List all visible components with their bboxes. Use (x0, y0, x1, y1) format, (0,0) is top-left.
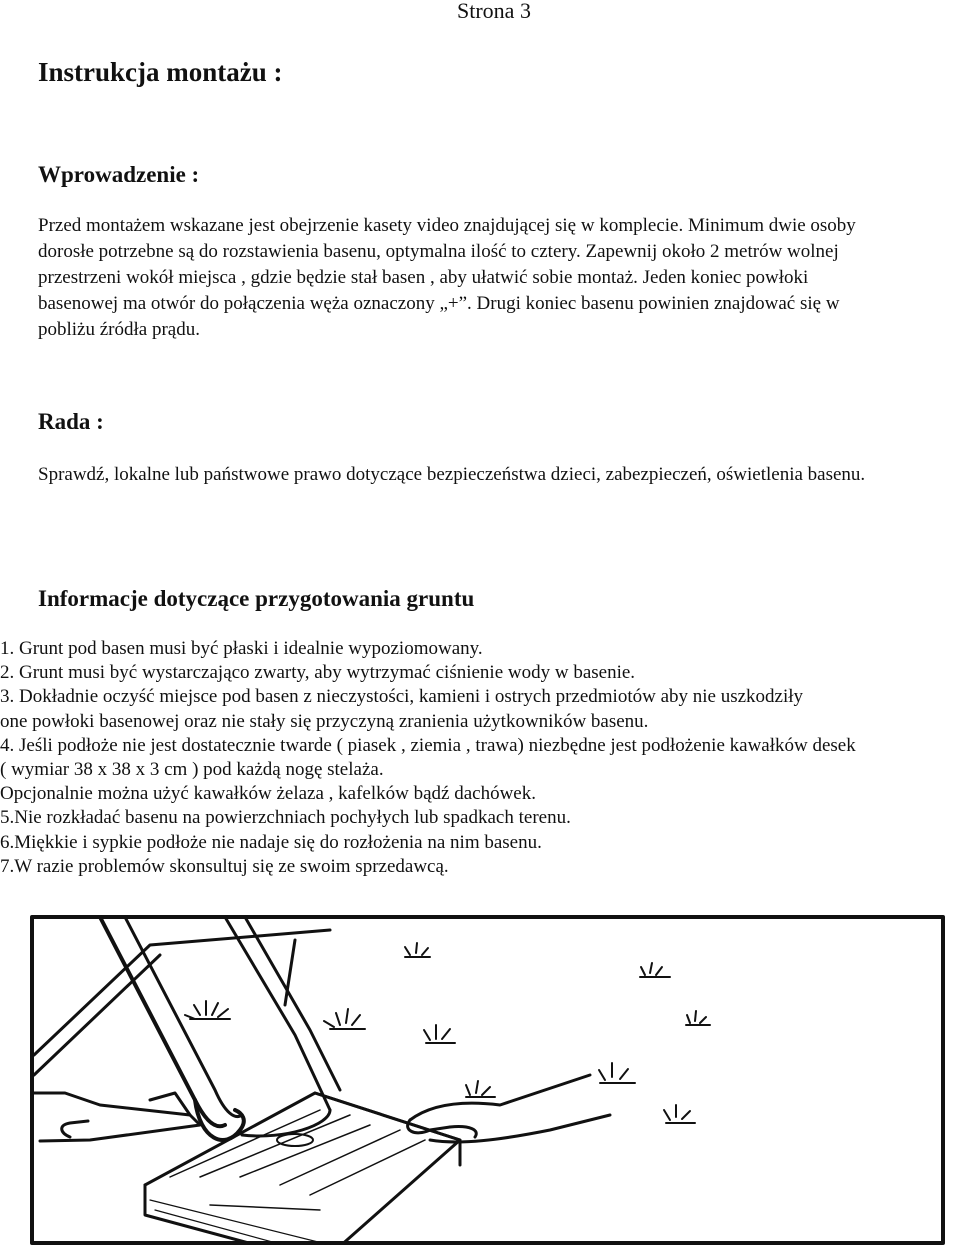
intro-paragraph (38, 213, 960, 343)
list-item: 4. Jeśli podłoże nie jest dostatecznie twarde ( piasek , ziemia , trawa) niezbędne jest podłożenie kawałków desek (0, 734, 856, 756)
list-item: 2. Grunt musi być wystarczająco zwarty, aby wytrzymać ciśnienie wody w basenie. (0, 662, 636, 684)
pool-frame-leg (100, 917, 340, 1140)
list-item: ( wymiar 38 x 38 x 3 cm ) pod każdą nogę stelaża. (0, 759, 384, 781)
intro-heading: Wprowadzenie : (38, 162, 200, 187)
intro-line: pobliżu źródła prądu. (38, 319, 200, 340)
pool-leg-on-board-illustration (30, 915, 945, 1245)
grass-tufts (185, 943, 710, 1123)
tip-text: Sprawdź, lokalne lub państwowe prawo dotyczące bezpieczeństwa dzieci, zabezpieczeń, oświetlenia basenu. (38, 464, 866, 485)
illustration-frame (32, 917, 943, 1243)
list-item: Opcjonalnie można użyć kawałków żelaza , kafelków bądź dachówek. (0, 783, 536, 805)
intro-line: Przed montażem wskazane jest obejrzenie kasety video znajdującej się w komplecie. Minimum dwie osoby (38, 215, 856, 236)
list-item: 5.Nie rozkładać basenu na powierzchniach pochyłych lub spadkach terenu. (0, 807, 571, 829)
page-title: Instrukcja montażu : (38, 57, 283, 87)
ground-instructions-list (0, 637, 960, 879)
intro-line: dorosłe potrzebne są do rozstawienia basenu, optymalna ilość to cztery. Zapewnij około 2 metrów wolnej (38, 241, 839, 262)
list-item: 6.Miękkie i sypkie podłoże nie nadaje się do rozłożenia na nim basenu. (0, 831, 542, 853)
list-item: 7.W razie problemów skonsultuj się ze swoim sprzedawcą. (0, 855, 449, 877)
tip-heading: Rada : (38, 409, 104, 434)
intro-line: basenowej ma otwór do połączenia węża oznaczony „+”. Drugi koniec basenu powinien znajdować się w (38, 293, 840, 314)
list-item: 1. Grunt pod basen musi być płaski i idealnie wypoziomowany. (0, 638, 483, 659)
list-item: one powłoki basenowej oraz nie stały się przyczyną zranienia użytkowników basenu. (0, 710, 649, 732)
list-item: 3. Dokładnie oczyść miejsce pod basen z nieczystości, kamieni i ostrych przedmiotów aby nie uszkodziły (0, 686, 804, 708)
page-number: Strona 3 (457, 0, 531, 23)
intro-line: przestrzeni wokół miejsca , gdzie będzie stał basen , aby ułatwić sobie montaż. Jeden koniec powłoki (38, 267, 809, 288)
ground-heading: Informacje dotyczące przygotowania gruntu (38, 586, 475, 611)
